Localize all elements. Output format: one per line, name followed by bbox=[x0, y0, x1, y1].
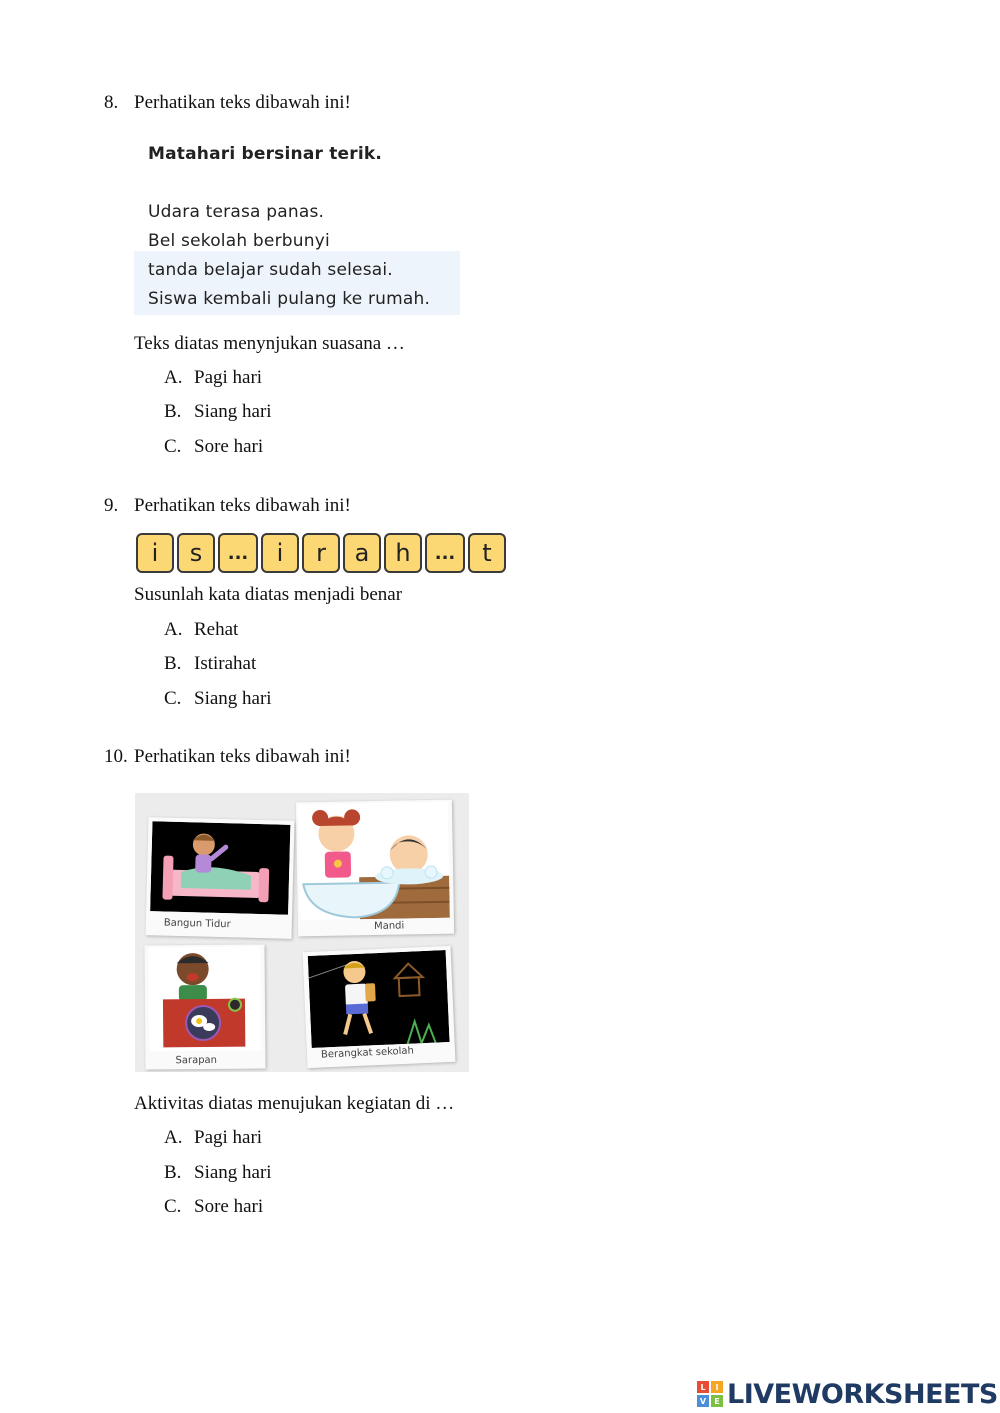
photo-caption: Bangun Tidur bbox=[163, 917, 231, 931]
option-letter: A. bbox=[164, 367, 183, 388]
logo-tile: L bbox=[697, 1381, 709, 1393]
letter-tiles bbox=[136, 533, 506, 577]
option-letter: A. bbox=[164, 1127, 183, 1148]
option-letter: B. bbox=[164, 653, 182, 674]
reading-line: Siswa kembali pulang ke rumah. bbox=[148, 289, 431, 309]
letter-tile: t bbox=[468, 533, 506, 573]
question-text: Aktivitas diatas menujukan kegiatan di … bbox=[134, 1093, 455, 1114]
breakfast-illustration bbox=[148, 947, 261, 1052]
reading-passage bbox=[134, 135, 460, 315]
blank-tile: ... bbox=[425, 533, 465, 573]
question-number: 10. bbox=[104, 746, 128, 767]
option-letter: C. bbox=[164, 1196, 182, 1217]
option-text: Siang hari bbox=[194, 401, 272, 422]
photo-wake-up bbox=[145, 817, 294, 939]
question-prompt: Perhatikan teks dibawah ini! bbox=[134, 495, 351, 516]
letter-tile: i bbox=[136, 533, 174, 573]
option-text: Sore hari bbox=[194, 436, 264, 457]
photo-caption: Berangkat sekolah bbox=[320, 1045, 415, 1061]
letter-tile: a bbox=[343, 533, 381, 573]
option-text: Siang hari bbox=[194, 1162, 272, 1183]
photo-caption: Sarapan bbox=[175, 1054, 218, 1067]
option-letter: C. bbox=[164, 688, 182, 709]
option-text: Siang hari bbox=[194, 688, 272, 709]
liveworksheets-logo bbox=[697, 1378, 998, 1410]
letter-tile: i bbox=[261, 533, 299, 573]
reading-title: Matahari bersinar terik. bbox=[148, 144, 383, 164]
school-illustration bbox=[308, 950, 450, 1048]
option-text: Istirahat bbox=[194, 653, 257, 674]
option-letter: B. bbox=[164, 401, 182, 422]
logo-mark bbox=[697, 1381, 723, 1407]
letter-tile: r bbox=[302, 533, 340, 573]
wake-up-illustration bbox=[150, 821, 290, 915]
question-number: 9. bbox=[104, 495, 119, 516]
photo-bath bbox=[296, 800, 454, 937]
question-prompt: Perhatikan teks dibawah ini! bbox=[134, 746, 351, 767]
photo-caption: Mandi bbox=[373, 920, 405, 933]
option-letter: B. bbox=[164, 1162, 182, 1183]
reading-line: tanda belajar sudah selesai. bbox=[148, 260, 393, 280]
reading-line: Bel sekolah berbunyi bbox=[148, 231, 330, 251]
option-text: Rehat bbox=[194, 619, 239, 640]
letter-tile: s bbox=[177, 533, 215, 573]
option-text: Sore hari bbox=[194, 1196, 264, 1217]
letter-tile: h bbox=[384, 533, 422, 573]
option-text: Pagi hari bbox=[194, 367, 263, 388]
question-text: Susunlah kata diatas menjadi benar bbox=[134, 584, 403, 605]
photo-go-to-school bbox=[303, 946, 456, 1068]
logo-tile: V bbox=[697, 1395, 709, 1407]
reading-line: Udara terasa panas. bbox=[148, 202, 325, 222]
option-text: Pagi hari bbox=[194, 1127, 263, 1148]
activity-collage bbox=[135, 793, 469, 1072]
question-number: 8. bbox=[104, 92, 119, 113]
question-prompt: Perhatikan teks dibawah ini! bbox=[134, 92, 351, 113]
question-text: Teks diatas menynjukan suasana … bbox=[134, 333, 405, 354]
photo-breakfast bbox=[144, 944, 265, 1069]
option-letter: A. bbox=[164, 619, 183, 640]
logo-text: LIVEWORKSHEETS bbox=[727, 1378, 998, 1410]
bath-illustration bbox=[298, 802, 450, 921]
blank-tile: ... bbox=[218, 533, 258, 573]
option-letter: C. bbox=[164, 436, 182, 457]
logo-tile: E bbox=[711, 1395, 723, 1407]
logo-tile: I bbox=[711, 1381, 723, 1393]
